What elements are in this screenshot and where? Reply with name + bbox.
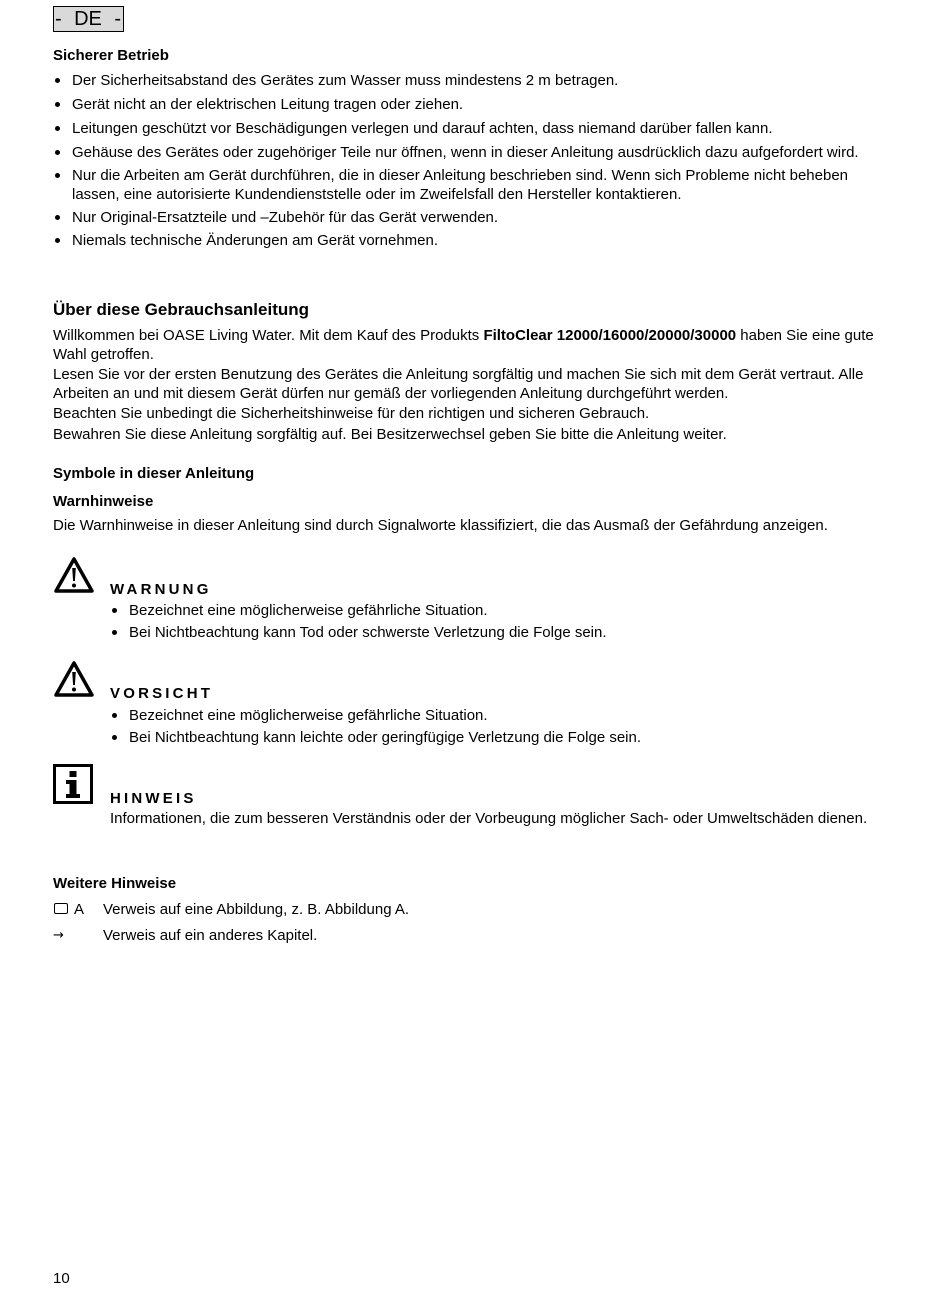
warning-triangle-icon (53, 556, 95, 594)
lang-dash-left: - (55, 8, 62, 30)
about-intro (53, 326, 888, 364)
page-number: 10 (53, 1270, 70, 1287)
symbols-heading: Symbole in dieser Anleitung (53, 465, 255, 482)
safe-operation-heading: Sicherer Betrieb (53, 47, 169, 64)
list-item: Gerät nicht an der elektrischen Leitung tragen oder ziehen. (53, 95, 885, 114)
list-item: Nur Original-Ersatzteile und –Zubehör für das Gerät verwenden. (53, 208, 885, 227)
product-name: FiltoClear 12000/16000/20000/30000 (483, 327, 737, 344)
figure-letter: A (74, 901, 85, 918)
about-paragraph: Beachten Sie unbedingt die Sicherheitshinweise für den richtigen und sicheren Gebrauch. (53, 405, 650, 422)
about-heading: Über diese Gebrauchsanleitung (53, 300, 310, 319)
safe-operation-list (53, 71, 885, 250)
caution-list (110, 706, 870, 750)
arrow-right-icon: → (53, 928, 64, 943)
list-item: Bezeichnet eine möglicherweise gefährliche Situation. (110, 601, 870, 620)
list-item: Der Sicherheitsabstand des Gerätes zum Wasser muss mindestens 2 m betragen. (53, 71, 885, 90)
figure-reference-text: Verweis auf eine Abbildung, z. B. Abbildung A. (103, 901, 410, 918)
list-item: Bei Nichtbeachtung kann leichte oder geringfügige Verletzung die Folge sein. (110, 728, 870, 747)
lang-dash-right: - (114, 8, 121, 30)
language-tag (53, 6, 124, 32)
warnings-description: Die Warnhinweise in dieser Anleitung sind durch Signalworte klassifiziert, die das Ausmaß der Gefährdung anzeigen. (53, 517, 828, 534)
caution-triangle-icon (53, 660, 95, 698)
about-paragraph: Lesen Sie vor der ersten Benutzung des Gerätes die Anleitung sorgfältig und machen Sie sich mit dem Gerät vertraut. Alle Arbeiten an und mit diesem Gerät dürfen nur gemäß der vorliegenden Anleitung durchgeführt werden. (53, 366, 864, 402)
chapter-reference-row (53, 926, 853, 946)
warnings-subheading: Warnhinweise (53, 493, 154, 510)
figure-reference-row (53, 900, 853, 920)
note-text: Informationen, die zum besseren Verständnis oder der Vorbeugung möglicher Sach- oder Umweltschäden dienen. (110, 810, 868, 827)
list-item: Niemals technische Änderungen am Gerät vornehmen. (53, 231, 885, 250)
about-intro-pre: Willkommen bei OASE Living Water. Mit dem Kauf des Produkts (53, 327, 484, 344)
caution-signal-word: VORSICHT (110, 685, 214, 702)
warning-list (110, 601, 870, 645)
list-item: Leitungen geschützt vor Beschädigungen verlegen und darauf achten, dass niemand darüber fallen kann. (53, 119, 885, 138)
about-intro-post: haben Sie eine gute Wahl getroffen. (53, 327, 874, 363)
note-signal-word: HINWEIS (110, 790, 197, 807)
warning-signal-word: WARNUNG (110, 581, 212, 598)
list-item: Bezeichnet eine möglicherweise gefährliche Situation. (110, 706, 870, 725)
about-paragraph: Bewahren Sie diese Anleitung sorgfältig auf. Bei Besitzerwechsel geben Sie bitte die Anleitung weiter. (53, 426, 727, 443)
figure-box-icon (54, 903, 68, 914)
lang-code: DE (74, 8, 102, 30)
list-item: Gehäuse des Gerätes oder zugehöriger Teile nur öffnen, wenn in dieser Anleitung ausdrücklich dazu aufgefordert wird. (53, 143, 885, 162)
list-item: Nur die Arbeiten am Gerät durchführen, die in dieser Anleitung beschrieben sind. Wenn sich Probleme nicht beheben lassen, eine autorisierte Kundendienststelle oder im Zweifelsfall den Hersteller kontaktieren. (53, 166, 885, 204)
further-notes-heading: Weitere Hinweise (53, 875, 177, 892)
info-icon (53, 764, 93, 804)
list-item: Bei Nichtbeachtung kann Tod oder schwerste Verletzung die Folge sein. (110, 623, 870, 642)
chapter-reference-text: Verweis auf ein anderes Kapitel. (103, 927, 318, 944)
